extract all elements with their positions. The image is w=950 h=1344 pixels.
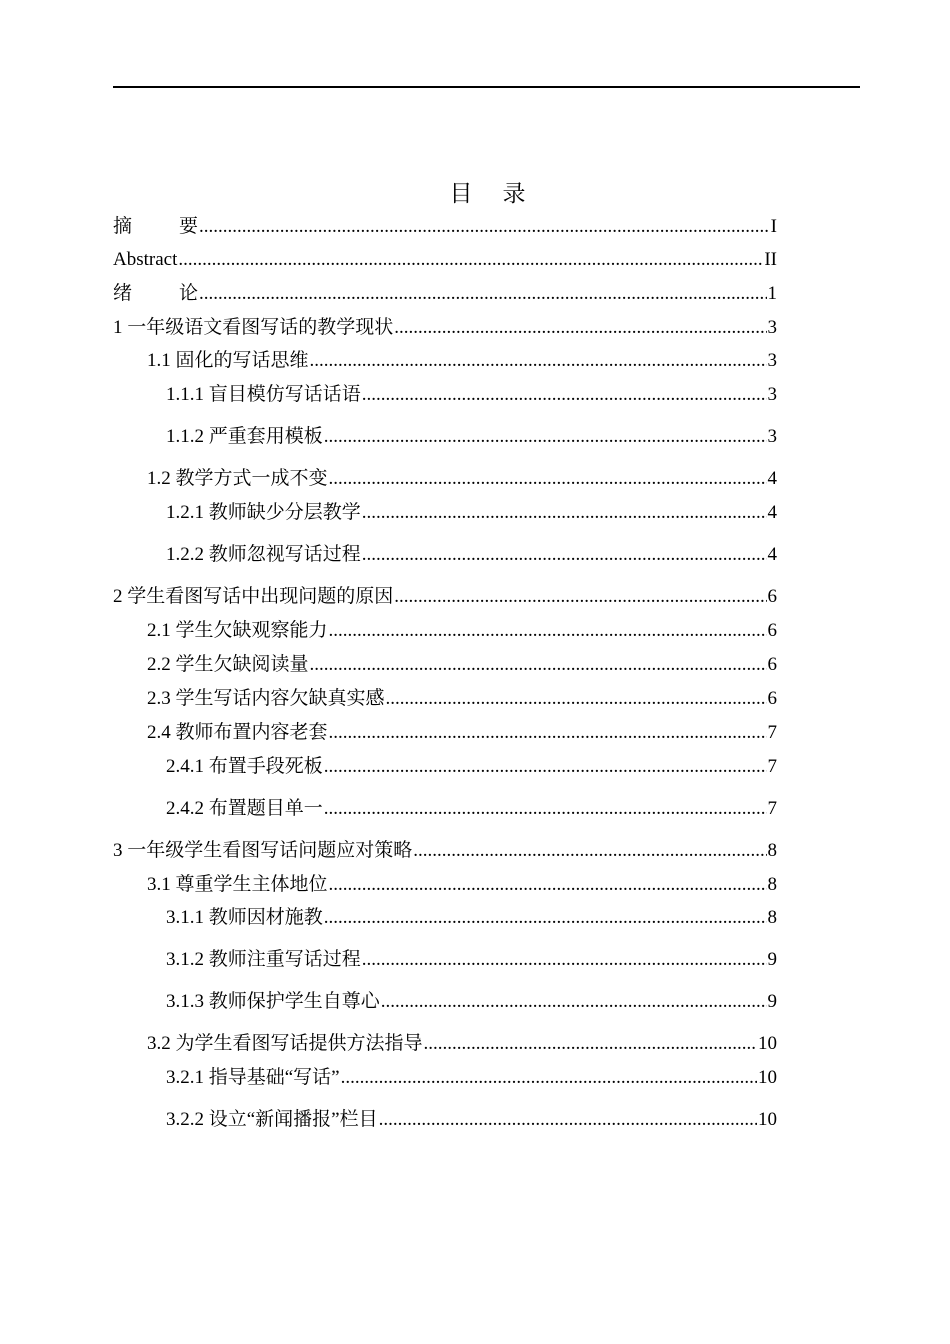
dot-leader — [310, 652, 767, 678]
toc-entry-section-2-3[interactable] — [147, 686, 777, 712]
toc-entry-page: 4 — [767, 502, 777, 523]
toc-entry-label: 3.2 为学生看图写话提供方法指导 — [147, 1033, 423, 1054]
toc-title-left: 目 — [449, 181, 473, 206]
toc-entry-label: 1.2.2 教师忽视写话过程 — [166, 544, 361, 565]
toc-entry-label: 2.3 学生写话内容欠缺真实感 — [147, 688, 385, 709]
toc-entry-introduction[interactable] — [113, 281, 777, 307]
toc-entry-label: 3.1.3 教师保护学生自尊心 — [166, 991, 380, 1012]
toc-entry-abstract-en[interactable] — [113, 247, 777, 273]
dot-leader — [329, 720, 767, 746]
toc-entry-page: 7 — [767, 798, 777, 819]
toc-entry-label: 3 一年级学生看图写话问题应对策略 — [113, 840, 413, 861]
toc-entry-page: 10 — [758, 1109, 777, 1130]
dot-leader — [413, 838, 766, 864]
dot-leader — [362, 947, 767, 973]
toc-entry-page: II — [764, 249, 777, 270]
toc-entry-label: 论 — [179, 283, 199, 304]
toc-entry-page: 8 — [767, 907, 777, 928]
dot-leader — [310, 348, 767, 374]
toc-entry-label: 2.4.1 布置手段死板 — [166, 756, 323, 777]
toc-entry-section-2-2[interactable] — [147, 652, 777, 678]
dot-leader — [199, 281, 766, 307]
dot-leader — [424, 1031, 757, 1057]
toc-entry-label: 绪 — [113, 283, 133, 304]
toc-entry-label: 3.2.1 指导基础“写话” — [166, 1067, 340, 1088]
toc-entry-page: 1 — [767, 283, 777, 304]
toc-entry-section-2-1[interactable] — [147, 618, 777, 644]
toc-entry-page: 10 — [758, 1067, 777, 1088]
toc-entry-label: 要 — [179, 216, 199, 237]
toc-title-right: 录 — [502, 181, 526, 206]
toc-entry-section-1-1[interactable] — [147, 348, 777, 374]
toc-entry-label: 2.4 教师布置内容老套 — [147, 722, 328, 743]
toc-entry-label: 3.2.2 设立“新闻播报”栏目 — [166, 1109, 378, 1130]
dot-leader — [329, 618, 767, 644]
toc-entry-label: 1.1 固化的写话思维 — [147, 350, 309, 371]
dot-leader — [199, 214, 770, 240]
toc-entry-section-3-1-3[interactable] — [166, 989, 777, 1015]
dot-leader — [381, 989, 767, 1015]
dot-leader — [324, 905, 767, 931]
dot-leader — [379, 1107, 757, 1133]
toc-entry-section-3-2-2[interactable] — [166, 1107, 777, 1133]
toc-entry-page: 10 — [758, 1033, 777, 1054]
toc-entry-section-2-4[interactable] — [147, 720, 777, 746]
dot-leader — [362, 382, 767, 408]
toc-entry-label: 2.1 学生欠缺观察能力 — [147, 620, 328, 641]
toc-entry-label: 1.1.2 严重套用模板 — [166, 426, 323, 447]
header-rule — [113, 86, 860, 88]
toc-entry-section-3-1-1[interactable] — [166, 905, 777, 931]
toc-entry-label: 2.2 学生欠缺阅读量 — [147, 654, 309, 675]
toc-entry-chapter-3[interactable] — [113, 838, 777, 864]
toc-entry-page: I — [770, 216, 777, 237]
toc-entry-section-1-2-2[interactable] — [166, 542, 777, 568]
toc-entry-page: 8 — [767, 840, 777, 861]
toc-entry-page: 6 — [767, 586, 777, 607]
toc-entry-page: 3 — [767, 317, 777, 338]
toc-entry-label: 2.4.2 布置题目单一 — [166, 798, 323, 819]
toc-entry-page: 3 — [767, 426, 777, 447]
toc-entry-label: 2 学生看图写话中出现问题的原因 — [113, 586, 394, 607]
toc-entry-page: 4 — [767, 468, 777, 489]
toc-entry-page: 3 — [767, 384, 777, 405]
toc-entry-page: 9 — [767, 949, 777, 970]
dot-leader — [394, 315, 766, 341]
dot-leader — [362, 500, 767, 526]
dot-leader — [394, 584, 766, 610]
toc-entry-label: 摘 — [113, 216, 133, 237]
dot-leader — [386, 686, 767, 712]
toc-entry-section-1-1-1[interactable] — [166, 382, 777, 408]
toc-entry-label: 3.1.1 教师因材施教 — [166, 907, 323, 928]
toc-entry-page: 9 — [767, 991, 777, 1012]
dot-leader — [324, 796, 767, 822]
toc-title — [0, 175, 950, 208]
toc-entry-page: 7 — [767, 756, 777, 777]
dot-leader — [324, 424, 767, 450]
toc-entry-label: 1.2.1 教师缺少分层教学 — [166, 502, 361, 523]
toc-entry-section-2-4-2[interactable] — [166, 796, 777, 822]
toc-entry-section-3-1-2[interactable] — [166, 947, 777, 973]
dot-leader — [362, 542, 767, 568]
toc-entry-section-3-1[interactable] — [147, 872, 777, 898]
toc-entry-page: 7 — [767, 722, 777, 743]
toc-entry-label: 1.2 教学方式一成不变 — [147, 468, 328, 489]
toc-entry-page: 8 — [767, 874, 777, 895]
toc-entry-abstract-cn[interactable] — [113, 214, 777, 240]
dot-leader — [329, 466, 767, 492]
toc-entry-page: 4 — [767, 544, 777, 565]
toc-entry-label: 3.1.2 教师注重写话过程 — [166, 949, 361, 970]
dot-leader — [341, 1065, 757, 1091]
toc-entry-chapter-1[interactable] — [113, 315, 777, 341]
toc-entry-label: 3.1 尊重学生主体地位 — [147, 874, 328, 895]
toc-entry-label: Abstract — [113, 249, 178, 270]
dot-leader — [329, 872, 767, 898]
toc-entry-page: 6 — [767, 654, 777, 675]
dot-leader — [324, 754, 767, 780]
toc-entry-section-1-2-1[interactable] — [166, 500, 777, 526]
toc-entry-page: 6 — [767, 688, 777, 709]
toc-entry-section-1-1-2[interactable] — [166, 424, 777, 450]
toc-entry-chapter-2[interactable] — [113, 584, 777, 610]
toc-entry-section-3-2-1[interactable] — [166, 1065, 777, 1091]
toc-entry-section-3-2[interactable] — [147, 1031, 777, 1057]
toc-entry-page: 3 — [767, 350, 777, 371]
toc-entry-section-1-2[interactable] — [147, 466, 777, 492]
dot-leader — [178, 247, 763, 273]
toc-entry-label: 1 一年级语文看图写话的教学现状 — [113, 317, 394, 338]
toc-entry-section-2-4-1[interactable] — [166, 754, 777, 780]
toc-entry-label: 1.1.1 盲目模仿写话话语 — [166, 384, 361, 405]
toc-entry-page: 6 — [767, 620, 777, 641]
